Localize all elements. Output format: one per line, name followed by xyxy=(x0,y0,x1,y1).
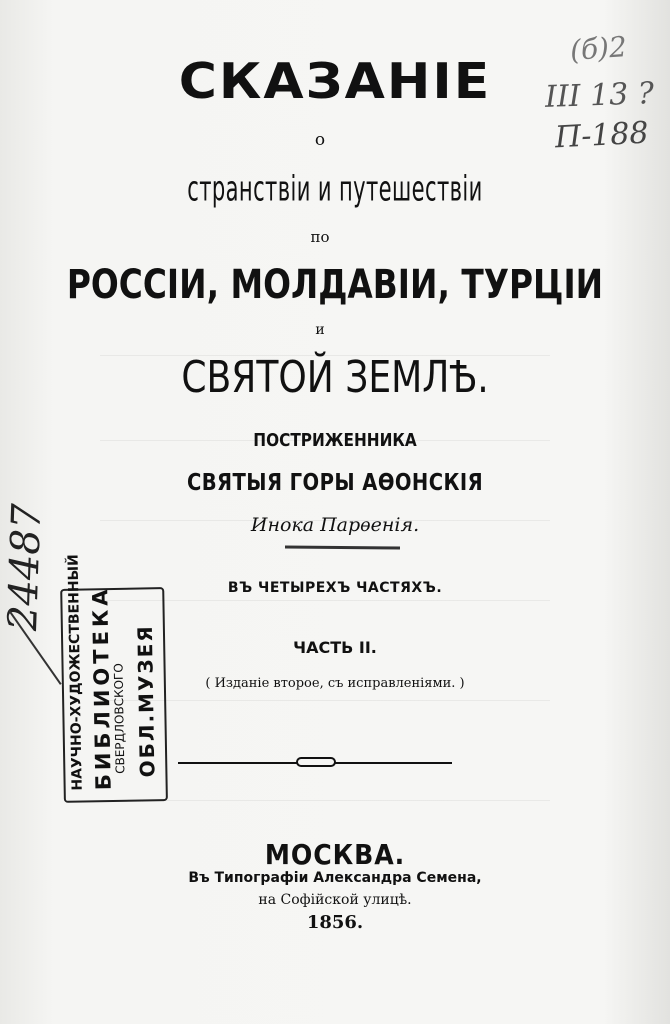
library-stamp xyxy=(46,554,178,807)
countries-line: РОССІИ, МОЛДАВІИ, ТУРЦІИ xyxy=(66,262,604,308)
stamp-line-3: СВЕРДЛОВСКОГО xyxy=(111,663,128,774)
edition-note: ( Изданіе второе, съ исправленіями. ) xyxy=(205,676,465,691)
handwritten-mark-3: П-188 xyxy=(554,115,650,156)
handwritten-mark-2: III 13 ? xyxy=(544,76,655,115)
stamp-line-4: ОБЛ.МУЗЕЯ xyxy=(132,624,160,778)
inventory-number: 24487 xyxy=(0,502,51,632)
parts-line: ВЪ ЧЕТЫРЕХЪ ЧАСТЯХЪ. xyxy=(227,580,443,596)
holy-land-line: СВЯТОЙ ЗЕМЛѢ. xyxy=(181,352,489,403)
athos-line: СВЯТЫЯ ГОРЫ АѲОНСКІЯ xyxy=(186,470,484,496)
word-po: по xyxy=(310,228,330,246)
pencil-underline xyxy=(285,545,400,549)
year: 1856. xyxy=(306,912,364,933)
stamp-line-1: НАУЧНО-ХУДОЖЕСТВЕННЫЙ xyxy=(65,554,86,791)
street: на Софійской улицѣ. xyxy=(258,892,412,908)
city: МОСКВА. xyxy=(264,838,406,871)
word-o: о xyxy=(314,130,326,150)
word-i: и xyxy=(315,322,325,338)
handwritten-mark-1: (б)2 xyxy=(568,30,628,67)
rule-ornament xyxy=(296,757,336,767)
author-name: Инока Парѳенія. xyxy=(250,514,420,536)
tonsured-line: ПОСТРИЖЕННИКА xyxy=(253,430,417,451)
subtitle: странствіи и путешествіи xyxy=(187,169,483,210)
book-title: СКАЗАНІЕ xyxy=(178,53,492,111)
stamp-line-2: БИБЛИОТЕКА xyxy=(88,585,116,791)
part-number: ЧАСТЬ II. xyxy=(293,638,377,657)
printer: Въ Типографіи Александра Семена, xyxy=(188,870,482,886)
